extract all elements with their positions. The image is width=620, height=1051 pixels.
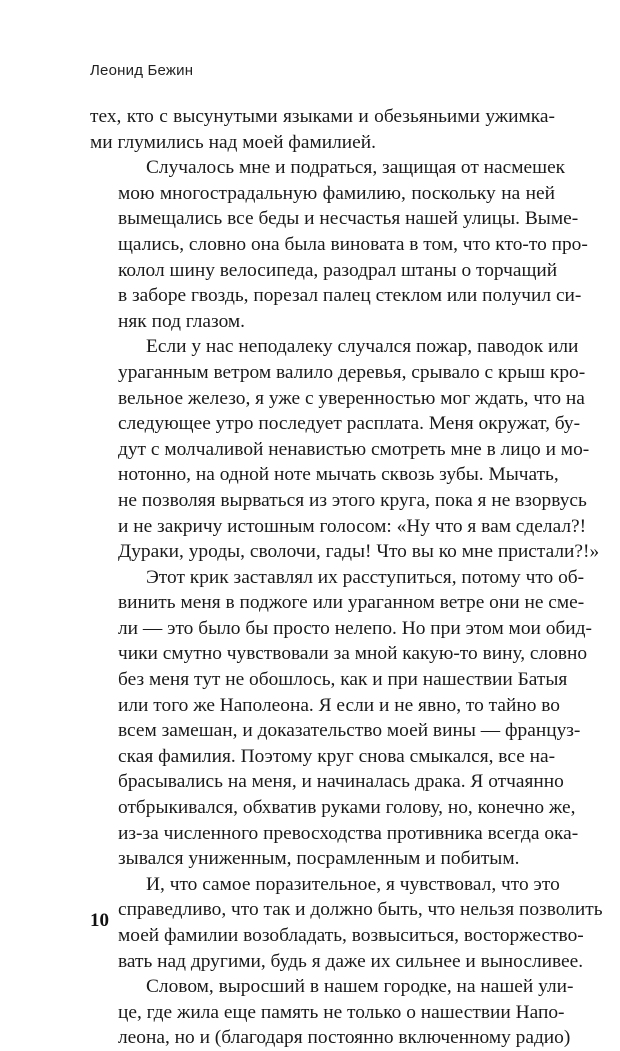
text-line: щались, словно она была виновата в том, что кто-то про- <box>118 233 588 255</box>
text-line: Словом, выросший в нашем городке, на нашей ули- <box>146 976 574 998</box>
text-line: Этот крик заставлял их расступиться, потому что об- <box>146 566 585 588</box>
text-line: справедливо, что так и должно быть, что нельзя позволить <box>118 899 603 921</box>
text-line: вельное железо, я уже с уверенностью мог ждать, что на <box>118 387 585 409</box>
text-line: винить меня в поджоге или ураганном ветре они не сме- <box>118 592 585 614</box>
text-line: отбрыкивался, обхватив руками голову, но, конечно же, <box>118 797 576 819</box>
text-line: из-за численного превосходства противника всегда ока- <box>118 822 579 844</box>
body-text <box>90 104 603 1051</box>
text-line: мою многострадальную фамилию, поскольку на ней <box>118 182 555 204</box>
text-line: Случалось мне и подраться, защищая от насмешек <box>146 157 566 179</box>
text-line: и не закричу истошным голосом: «Ну что я вам сделал?! <box>118 515 587 537</box>
paragraph <box>90 104 555 155</box>
paragraph <box>90 872 603 974</box>
text-line: или того же Наполеона. Я если и не явно, то тайно во <box>118 694 560 716</box>
text-line: зывался униженным, посрамленным и побитым. <box>118 848 520 870</box>
text-line: без меня тут не обошлось, как и при нашествии Батыя <box>118 669 568 691</box>
text-line: ская фамилия. Поэтому круг снова смыкался, все на- <box>118 745 556 767</box>
text-line: ми глумились над моей фамилией. <box>90 131 377 153</box>
paragraph <box>90 155 588 334</box>
paragraph <box>90 565 593 872</box>
text-line: не позволяя вырваться из этого круга, пока я не взорвусь <box>118 489 587 511</box>
text-line: тех, кто с высунутыми языками и обезьяньими ужимка- <box>90 106 555 127</box>
text-line: леона, но и (благодаря постоянно включенному радио) <box>118 1027 571 1049</box>
paragraph <box>90 974 574 1051</box>
text-line: моей фамилии возобладать, возвыситься, восторжество- <box>118 925 584 946</box>
running-header: Леонид Бежин <box>90 62 194 79</box>
text-line: чики смутно чувствовали за мной какую-то вину, словно <box>118 643 588 665</box>
text-line: вать над другими, будь я даже их сильнее и выносливее. <box>118 950 584 972</box>
text-line: няк под глазом. <box>118 310 246 332</box>
text-line: вымещались все беды и несчастья нашей улицы. Выме- <box>118 208 579 230</box>
text-line: следующее утро последует расплата. Меня окружат, бу- <box>118 413 581 435</box>
text-line: колол шину велосипеда, разодрал штаны о торчащий <box>118 259 558 281</box>
text-line: нотонно, на одной ноте мычать сквозь зубы. Мычать, <box>118 464 559 486</box>
text-line: в заборе гвоздь, порезал палец стеклом или получил си- <box>118 285 582 307</box>
text-line: дут с молчаливой ненавистью смотреть мне в лицо и мо- <box>118 438 590 460</box>
paragraph <box>90 334 600 564</box>
text-line: це, где жила еще память не только о нашествии Напо- <box>118 1001 565 1023</box>
text-line: всем замешан, и доказательство моей вины — француз- <box>118 720 581 742</box>
text-line: Дураки, уроды, сволочи, гады! Что вы ко мне пристали?!» <box>118 541 600 563</box>
text-line: брасывались на меня, и начиналась драка. Я отчаянно <box>118 771 564 793</box>
text-line: И, что самое поразительное, я чувствовал, что это <box>146 873 560 895</box>
text-line: Если у нас неподалеку случался пожар, паводок или <box>146 336 579 358</box>
text-line: ли — это было бы просто нелепо. Но при этом мои обид- <box>118 617 593 639</box>
text-line: ураганным ветром валило деревья, срывало с крыш кро- <box>118 361 586 383</box>
page-number: 10 <box>90 910 109 931</box>
